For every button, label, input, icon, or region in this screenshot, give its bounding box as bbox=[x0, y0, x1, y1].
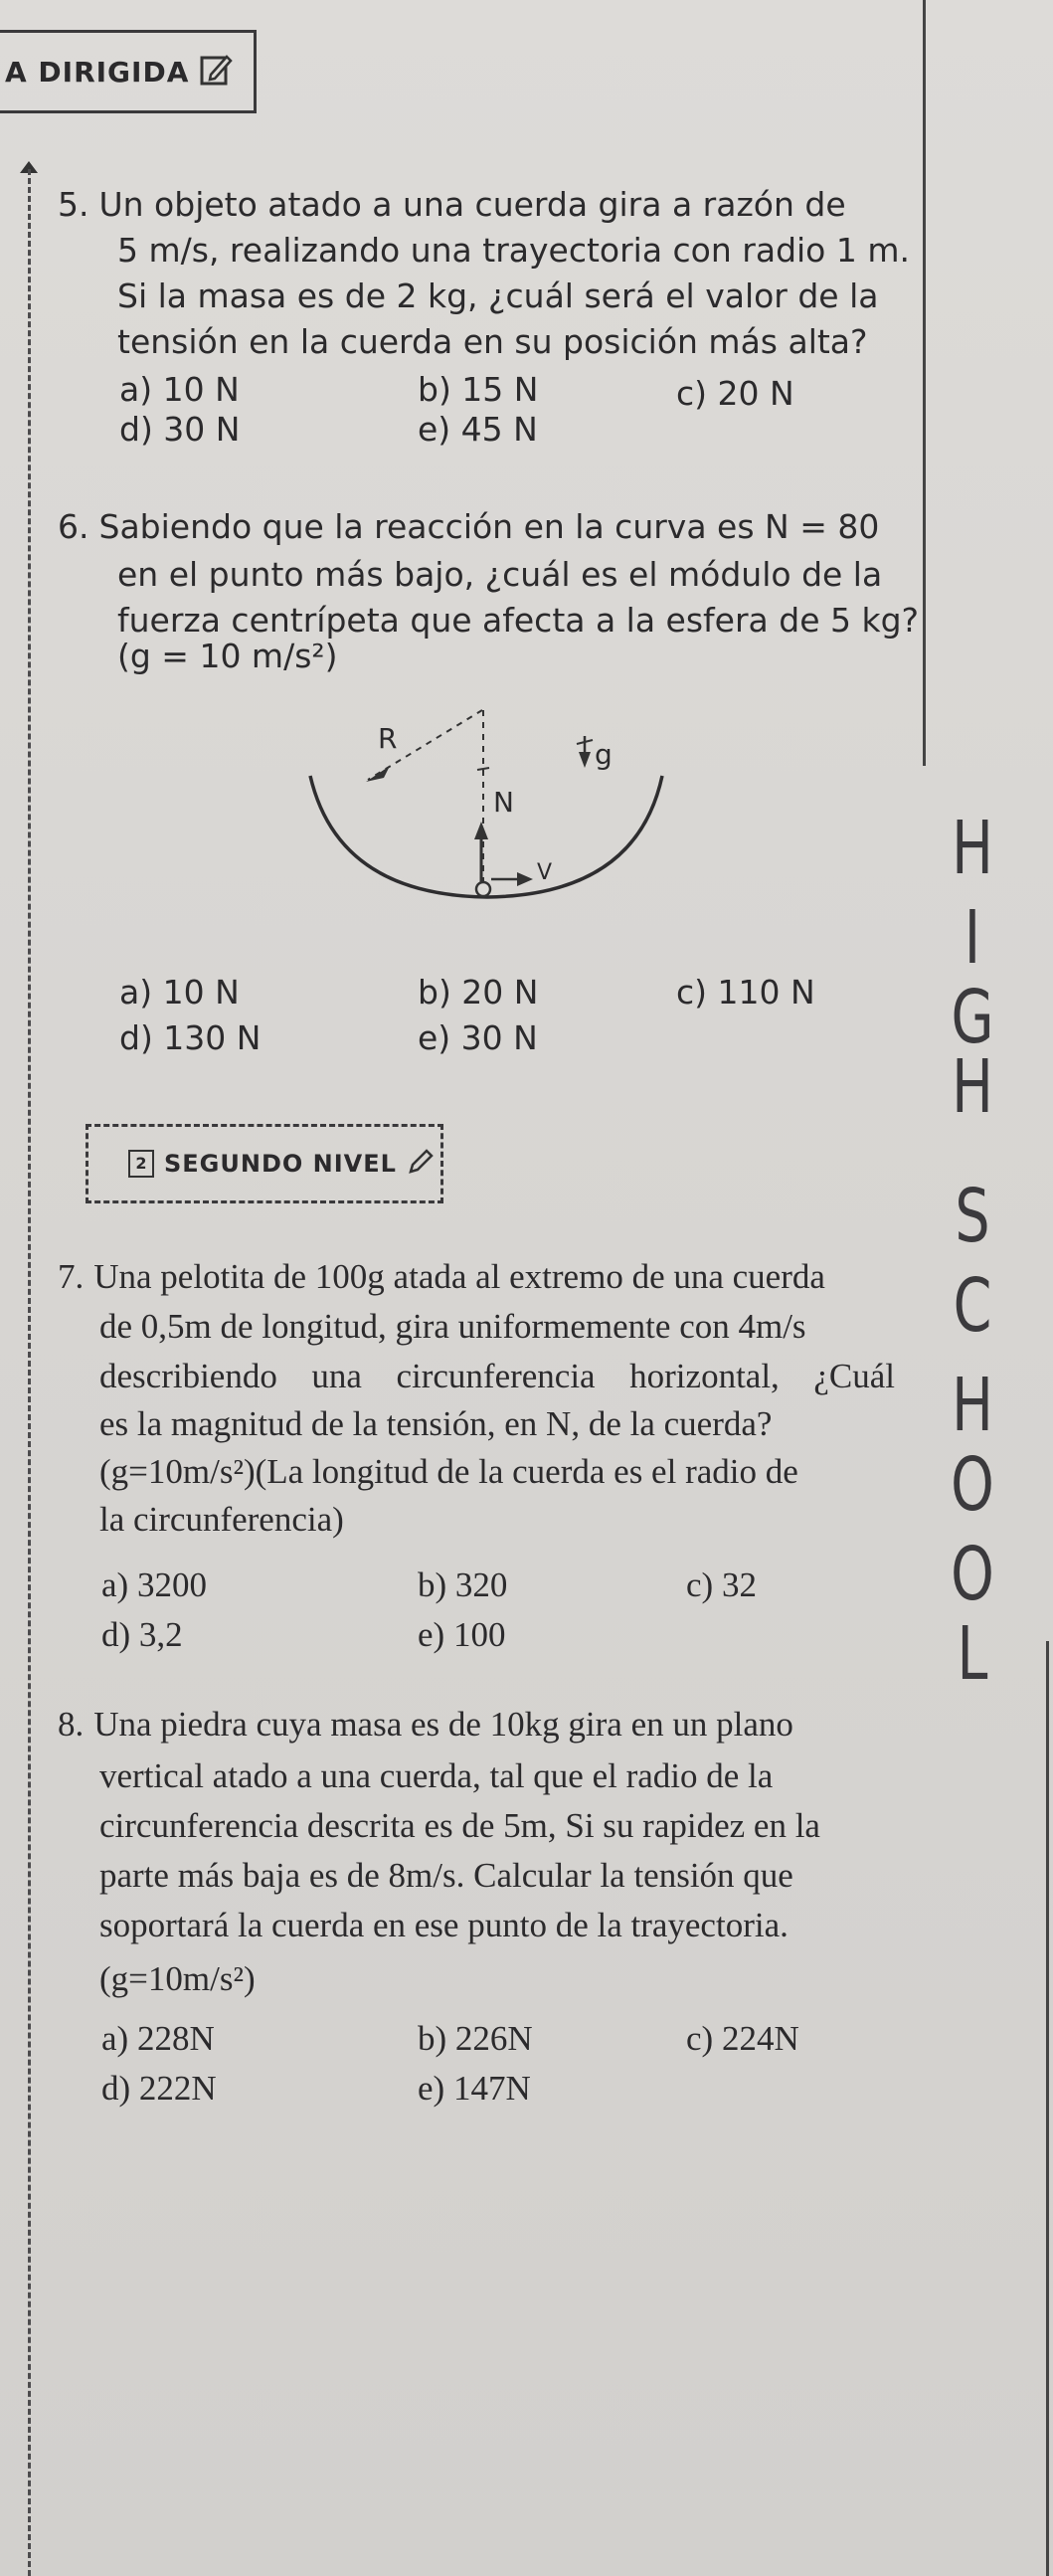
right-border-line bbox=[923, 0, 926, 766]
question-line: 5 m/s, realizando una trayectoria con radio 1 m. bbox=[117, 231, 910, 270]
question-line: (g = 10 m/s²) bbox=[117, 637, 338, 675]
side-letter: H bbox=[952, 806, 993, 891]
option-d[interactable]: d) 130 N bbox=[119, 1018, 262, 1057]
dotted-margin-line bbox=[28, 169, 31, 2576]
option-c[interactable]: c) 110 N bbox=[676, 973, 815, 1012]
question-number: 8. bbox=[58, 1705, 85, 1744]
option-d[interactable]: d) 30 N bbox=[119, 410, 241, 449]
section-header bbox=[86, 1124, 443, 1203]
circular-track-diagram bbox=[298, 696, 676, 915]
option-a[interactable]: a) 10 N bbox=[119, 370, 240, 409]
section-number: 2 bbox=[128, 1150, 154, 1178]
question-line: describiendo una circunferencia horizontal, ¿Cuál bbox=[99, 1357, 895, 1395]
option-e[interactable]: e) 45 N bbox=[418, 410, 538, 449]
side-letter: O bbox=[951, 1442, 994, 1528]
question-line: vertical atado a una cuerda, tal que el radio de la bbox=[99, 1756, 774, 1795]
option-b[interactable]: b) 20 N bbox=[418, 973, 539, 1012]
side-letter: G bbox=[951, 975, 994, 1060]
side-letter: S bbox=[955, 1174, 990, 1259]
side-letter: L bbox=[957, 1611, 988, 1697]
question-number: 6. bbox=[58, 507, 89, 546]
question-8 bbox=[58, 1703, 992, 1747]
velocity-label: V bbox=[537, 860, 553, 885]
edit-icon bbox=[199, 53, 233, 91]
question-number: 5. bbox=[58, 185, 89, 224]
option-e[interactable]: e) 100 bbox=[418, 1615, 506, 1654]
question-5 bbox=[58, 183, 903, 227]
question-line: Una piedra cuya masa es de 10kg gira en un plano bbox=[93, 1705, 793, 1744]
radius-label: R bbox=[378, 722, 398, 755]
gravity-label: g bbox=[595, 738, 613, 771]
question-line: (g=10m/s²)(La longitud de la cuerda es el radio de bbox=[99, 1452, 798, 1491]
side-letter: C bbox=[953, 1263, 992, 1349]
question-line: es la magnitud de la tensión, en N, de la cuerda? bbox=[99, 1404, 773, 1443]
question-line: tensión en la cuerda en su posición más alta? bbox=[117, 322, 868, 361]
normal-label: N bbox=[493, 786, 514, 819]
side-letter: O bbox=[951, 1532, 994, 1617]
question-line: en el punto más bajo, ¿cuál es el módulo de la bbox=[117, 555, 883, 594]
option-a[interactable]: a) 228N bbox=[101, 2019, 215, 2058]
option-a[interactable]: a) 3200 bbox=[101, 1565, 207, 1604]
option-c[interactable]: c) 20 N bbox=[676, 374, 794, 413]
question-line: fuerza centrípeta que afecta a la esfera de 5 kg? bbox=[117, 601, 920, 640]
section-title: SEGUNDO NIVEL bbox=[164, 1150, 397, 1178]
side-letter: H bbox=[952, 1363, 993, 1448]
question-7 bbox=[58, 1255, 913, 1299]
question-line: circunferencia descrita es de 5m, Si su rapidez en la bbox=[99, 1806, 820, 1845]
question-line: Un objeto atado a una cuerda gira a razón de bbox=[98, 185, 846, 224]
question-line: la circunferencia) bbox=[99, 1500, 344, 1539]
question-line: de 0,5m de longitud, gira uniformemente con 4m/s bbox=[99, 1307, 806, 1346]
option-d[interactable]: d) 222N bbox=[101, 2069, 217, 2108]
option-b[interactable]: b) 320 bbox=[418, 1565, 508, 1604]
pencil-icon bbox=[407, 1148, 435, 1180]
option-c[interactable]: c) 32 bbox=[686, 1565, 757, 1604]
option-e[interactable]: e) 30 N bbox=[418, 1018, 538, 1057]
side-letter: H bbox=[952, 1044, 993, 1130]
side-letter: I bbox=[964, 895, 981, 981]
question-number: 7. bbox=[58, 1257, 85, 1296]
header-title: A DIRIGIDA bbox=[5, 55, 190, 89]
question-line: soportará la cuerda en ese punto de la trayectoria. bbox=[99, 1906, 789, 1944]
question-line: Si la masa es de 2 kg, ¿cuál será el valor de la bbox=[117, 276, 879, 315]
question-line: parte más baja es de 8m/s. Calcular la tensión que bbox=[99, 1856, 793, 1895]
question-line: Sabiendo que la reacción en la curva es N = 80 bbox=[98, 507, 880, 546]
option-d[interactable]: d) 3,2 bbox=[101, 1615, 183, 1654]
option-e[interactable]: e) 147N bbox=[418, 2069, 531, 2108]
option-c[interactable]: c) 224N bbox=[686, 2019, 799, 2058]
right-border-line-lower bbox=[1046, 1641, 1049, 2576]
question-line: Una pelotita de 100g atada al extremo de una cuerda bbox=[93, 1257, 825, 1296]
option-b[interactable]: b) 15 N bbox=[418, 370, 539, 409]
question-line: (g=10m/s²) bbox=[99, 1959, 256, 1998]
option-a[interactable]: a) 10 N bbox=[119, 973, 240, 1012]
question-6 bbox=[58, 505, 903, 549]
header-box bbox=[0, 30, 257, 113]
option-b[interactable]: b) 226N bbox=[418, 2019, 533, 2058]
